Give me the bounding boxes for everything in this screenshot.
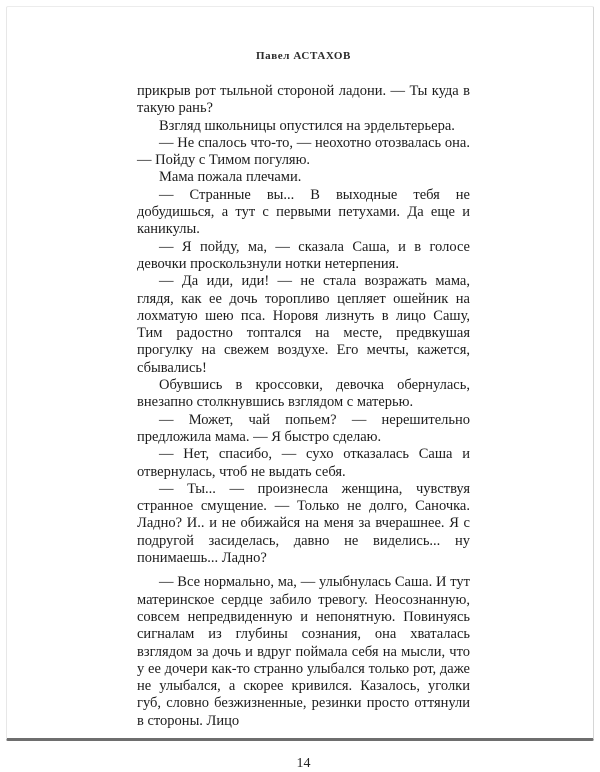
paragraph: Взгляд школьницы опустился на эрдельтерьера.: [159, 117, 455, 134]
paragraph: Обувшись в кроссовки, девочка обернулась, внезапно столкнувшись взглядом с матерью.: [137, 377, 470, 411]
paragraph: — Я пойду, ма, — сказала Саша, и в голосе девочки проскользнули нотки нетерпения.: [137, 238, 470, 272]
page-body: [137, 83, 470, 730]
paragraph: — Может, чай попьем? — нерешительно предложила мама. — Я быстро сделаю.: [137, 411, 470, 445]
page-number: 14: [296, 755, 311, 771]
paragraph: — Не спалось что-то, — неохотно отозвалась она. — Пойду с Тимом погуляю.: [137, 134, 470, 169]
paragraph: прикрыв рот тыльной стороной ладони. — Ты куда в такую рань?: [137, 83, 470, 117]
running-header-author: Павел АСТАХОВ: [256, 50, 351, 62]
paragraph: — Странные вы... В выходные тебя не добудишься, а тут с первыми петухами. Да еще и каникулы.: [137, 186, 470, 238]
paragraph: — Все нормально, ма, — улыбнулась Саша. И тут материнское сердце забило тревогу. Неосознанную, совсем непредвиденную и непонятную. Повинуясь сигналам из глубины сознания, она хваталась взглядом за дочь и вдруг поймала себя на мысли, что у ее дочери как-то странно улыбался только рот, даже не улыбался, а скорее кривился. Казалось, уголки губ, словно безжизненные, резинки просто оттянули в стороны. Лицо: [137, 574, 470, 729]
paragraph: — Ты... — произнесла женщина, чувствуя странное смущение. — Только не долго, Саночка. Ладно? И.. и не обижайся на меня за вчерашнее. Я с подругой засиделась, давно не виделись... ну понимаешь... Ладно?: [137, 480, 470, 567]
paragraph: Мама пожала плечами.: [159, 169, 302, 186]
paragraph: — Да иди, иди! — не стала возражать мама, глядя, как ее дочь торопливо цепляет ошейник на лохматую шею пса. Норовя лизнуть в лицо Сашу, Тим радостно топтался на месте, предвкушая прогулку на свежем воздухе. Его мечты, кажется, сбывались!: [137, 273, 470, 376]
paragraph: — Нет, спасибо, — сухо отказалась Саша и отвернулась, чтоб не выдать себя.: [137, 446, 470, 480]
